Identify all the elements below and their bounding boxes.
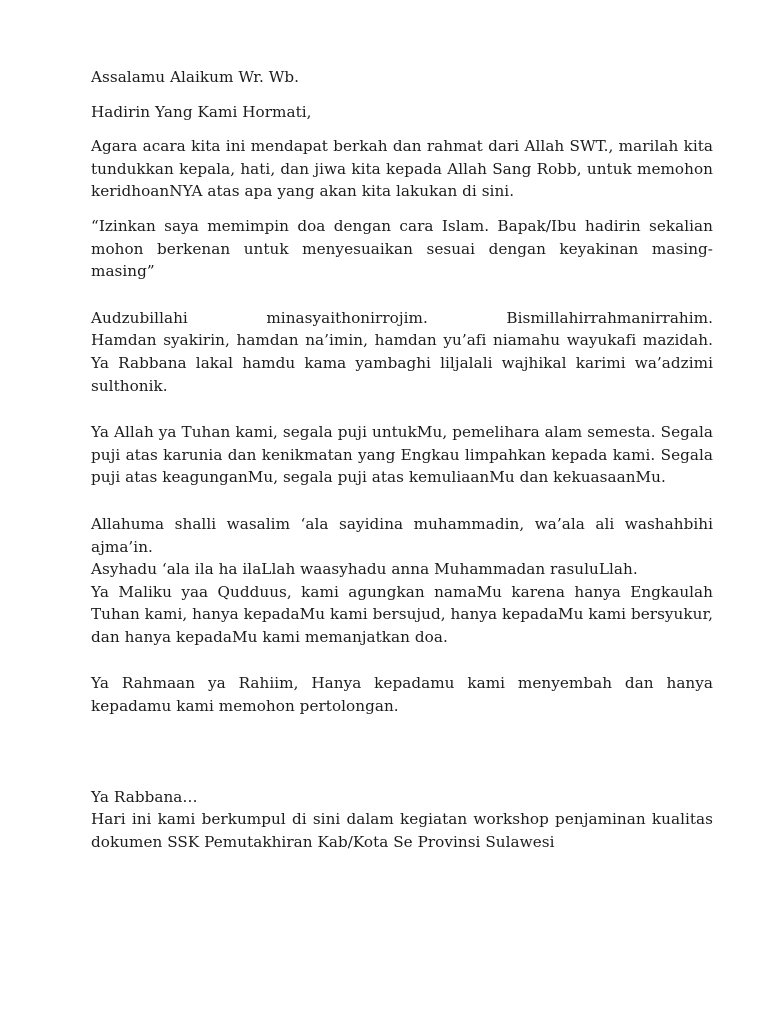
- hamdalah-text: Hamdan syakirin, hamdan na’imin, hamdan yu’afi niamahu wayukafi mazidah. Ya Rabbana lakal hamdu kama yambaghi liljalali wajhikal karimi wa’adzimi sulthonik.: [91, 331, 713, 395]
- paragraph-syahadat: Asyhadu ‘ala ila ha ilaLlah waasyhadu anna Muhammadan rasuluLlah.: [91, 560, 638, 579]
- document-page: [91, 66, 713, 853]
- taawudz-basmalah-line: Audzubillahi minasyaithonirrojim. Bismillahirrahmanirrahim.: [91, 308, 713, 327]
- paragraph-worship: Ya Rahmaan ya Rahiim, Hanya kepadamu kami menyembah dan hanya kepadamu kami memohon pertolongan.: [91, 674, 713, 716]
- paragraph-glorification: Ya Maliku yaa Qudduus, kami agungkan namaMu karena hanya Engkaulah Tuhan kami, hanya kepadaMu kami bersujud, hanya kepadaMu kami bersyukur, dan hanya kepadaMu kami memanjatkan doa.: [91, 582, 713, 646]
- paragraph-praise: Ya Allah ya Tuhan kami, segala puji untukMu, pemelihara alam semesta. Segala puji atas karunia dan kenikmatan yang Engkau limpahkan kepada kami. Segala puji atas keagunganMu, segala puji atas kemuliaanMu dan kekuasaanMu.: [91, 423, 713, 487]
- paragraph-permission-quote: “Izinkan saya memimpin doa dengan cara Islam. Bapak/Ibu hadirin sekalian mohon berkenan untuk menyesuaikan sesuai dengan keyakinan masing-masing”: [91, 216, 713, 281]
- paragraph-shalawat: Allahuma shalli wasalim ‘ala sayidina muhammadin, wa’ala ali washahbihi ajma’in.: [91, 514, 713, 556]
- greeting-line: Assalamu Alaikum Wr. Wb.: [91, 68, 300, 86]
- paragraph-taawudz: [91, 307, 713, 397]
- paragraph-workshop: Hari ini kami berkumpul di sini dalam kegiatan workshop penjaminan kualitas dokumen SSK Pemutakhiran Kab/Kota Se Provinsi Sulawesi: [91, 810, 713, 851]
- paragraph-opening: Agara acara kita ini mendapat berkah dan rahmat dari Allah SWT., marilah kita tundukkan kepala, hati, dan jiwa kita kepada Allah Sang Robb, untuk memohon keridhoanNYA atas apa yang akan kita lakukan di sini.: [91, 137, 713, 201]
- paragraph-ya-rabbana: Ya Rabbana…: [91, 787, 198, 806]
- address-line: Hadirin Yang Kami Hormati,: [91, 102, 312, 121]
